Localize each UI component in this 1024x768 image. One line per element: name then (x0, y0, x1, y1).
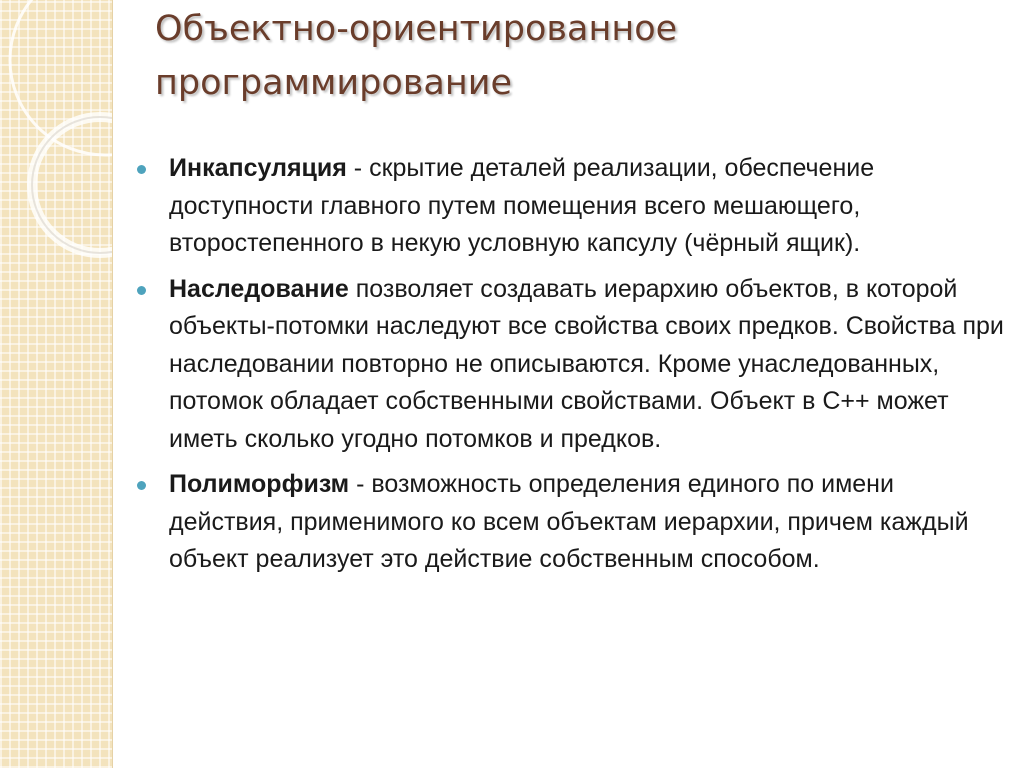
bullet-text: - возможность определения единого по имени действия, применимого ко всем объектам иерархии, причем каждый объект реализует это действие собственным способом. (169, 470, 969, 573)
bullet-polymorphism (135, 466, 1005, 579)
decorative-side-panel (0, 0, 113, 768)
bullet-term: Наследование (169, 274, 349, 303)
bullet-dot-icon (137, 286, 146, 295)
bullet-encapsulation (135, 150, 1005, 263)
slide-title (155, 2, 975, 110)
bullet-term: Полиморфизм (169, 470, 350, 498)
bullet-text: - скрытие деталей реализации, обеспечение доступности главного путем помещения всего мешающего, второстепенного в некую условную капсулу (чёрный ящик). (169, 154, 875, 257)
slide-title-line-2: программирование (155, 63, 512, 103)
bullet-dot-icon (137, 165, 146, 174)
bullet-term: Инкапсуляция (169, 154, 347, 182)
bullet-text: позволяет создавать иерархию объектов, в которой объекты-потомки наследуют все свойства своих предков. Свойства при наследовании повторно не описываются. Кроме унаследованных, потомок обладает собственными свойствами. Объект в С++ может иметь сколько угодно потомков и предков. (169, 274, 1004, 453)
bullet-dot-icon (137, 481, 146, 490)
decorative-circles (0, 0, 112, 768)
slide-title-line-1: Объектно-ориентированное (155, 9, 678, 49)
bullet-list (135, 150, 1005, 587)
bullet-inheritance (135, 271, 1005, 459)
